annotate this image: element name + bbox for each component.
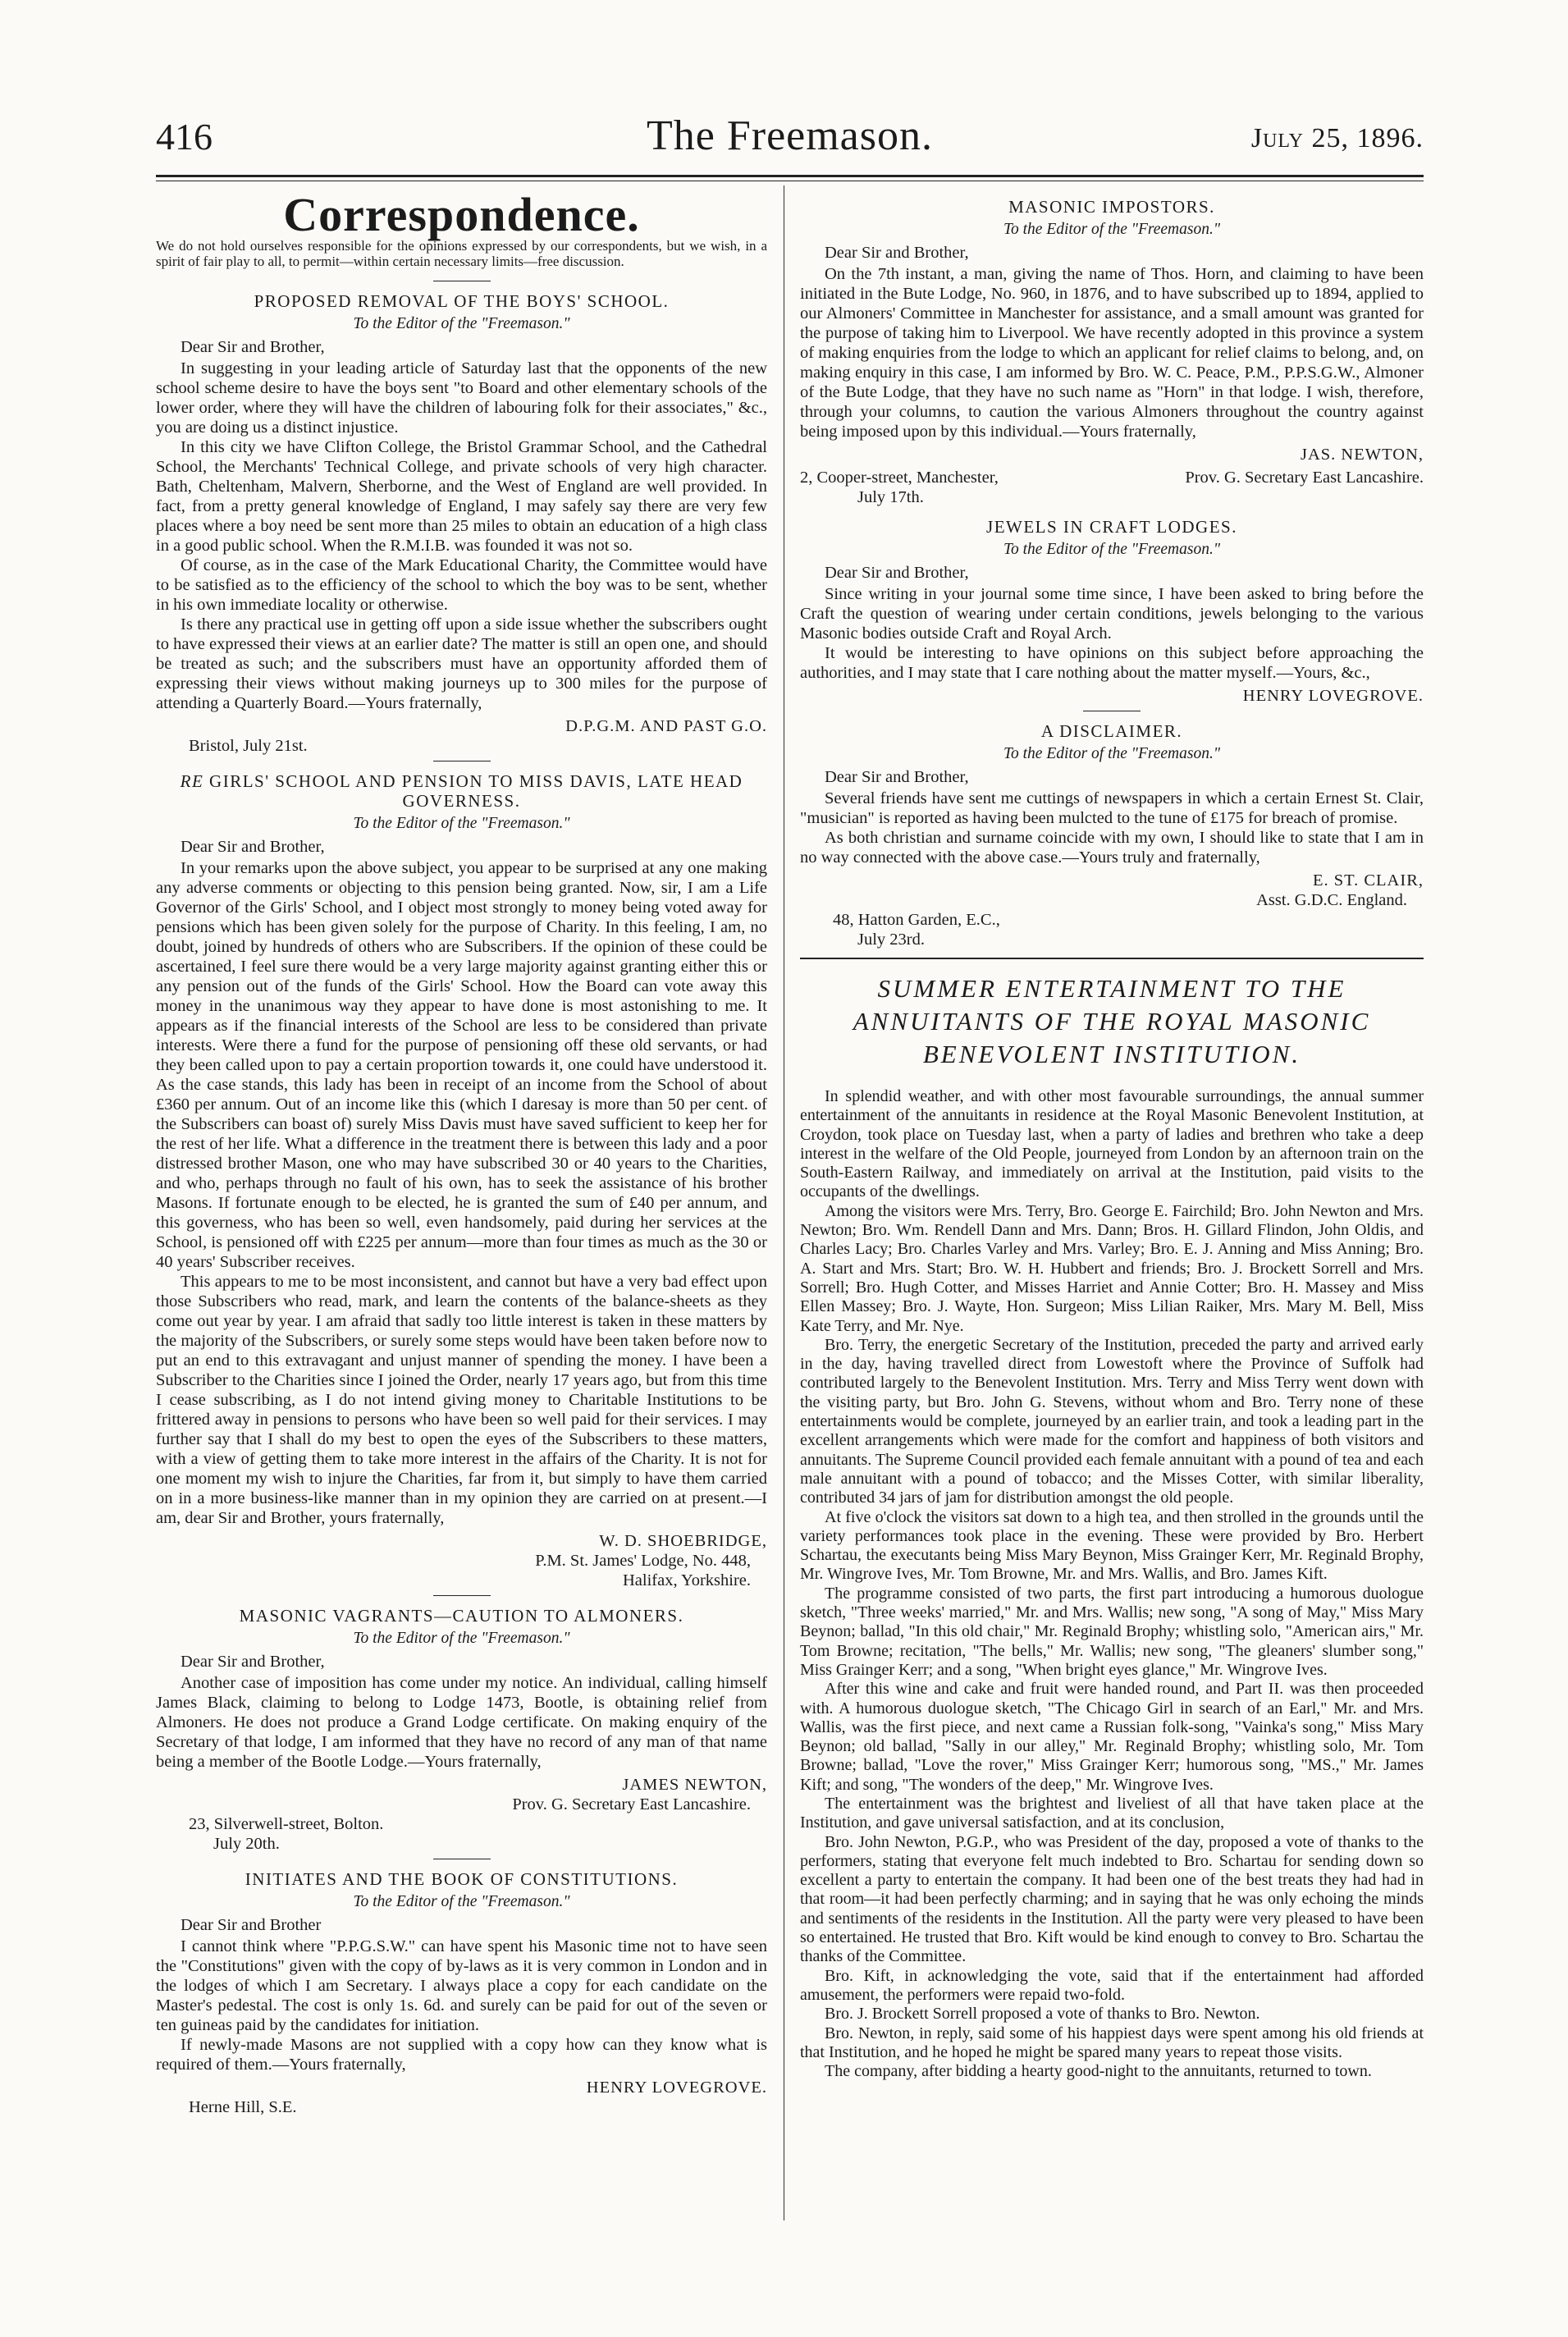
paragraph: Another case of imposition has come under my notice. An individual, calling himself James Black, claiming to belong to Lodge 1473, Bootle, is obtaining relief from Almoners. He does not produce a Grand Lodge certificate. On making enquiry of the Secretary of that lodge, I am informed that they have no record of any man of that name being a member of the Bootle Lodge.—Yours fraternally, [156, 1674, 767, 1771]
paragraph: Bro. Terry, the energetic Secretary of the Institution, preceded the party and arrived early in the day, having travelled direct from Lowestoft where the Province of Suffolk had contributed largely to the Benevolent Institution. Mrs. Terry and Miss Terry went down with the visiting party, but Bro. John G. Stevens, without whom and Bro. Terry none of these entertainments would be complete, journeyed by an earlier train, and took a leading part in the excellent arrangements which were made for the comfort and happiness of both visitors and annuitants. The Supreme Council provided each female annuitant with a pound of tea and each male annuitant with a pound of tobacco; and the Misses Cotter, with similar liberality, contributed 34 jars of jam for distribution amongst the old people. [800, 1335, 1424, 1507]
signature: JAMES NEWTON, [622, 1776, 767, 1794]
letter-disclaimer [800, 721, 1424, 949]
paragraph: Of course, as in the case of the Mark Educational Charity, the Committee would have to be satisfied as to the efficiency of the school to which the boy was to be sent, whether in his own immediate locality or otherwise. [156, 556, 767, 614]
paragraph: If newly-made Masons are not supplied with a copy how can they know what is required of them.—Yours fraternally, [156, 2036, 767, 2074]
paragraph: Since writing in your journal some time since, I have been asked to bring before the Craft the question of wearing under certain conditions, jewels belonging to the various Masonic bodies outside Craft and Royal Arch. [800, 585, 1424, 643]
salutation: Dear Sir and Brother, [181, 1653, 325, 1671]
salutation: Dear Sir and Brother, [825, 768, 969, 786]
letter-date: July 20th. [213, 1835, 280, 1853]
address: 2, Cooper-street, Manchester, [800, 469, 999, 487]
signature-title: Prov. G. Secretary East Lancashire. [1185, 469, 1424, 487]
to-editor-line: To the Editor of the "Freemason." [353, 1630, 570, 1647]
letter-initiates-constitutions [156, 1869, 767, 2117]
section-rule [800, 958, 1424, 959]
salutation: Dear Sir and Brother, [825, 564, 969, 582]
paragraph: This appears to me to be most inconsistent, and cannot but have a very bad effect upon those Subscribers who read, mark, and learn the contents of the balance-sheets as they come out year by year. I am afraid that sadly too little interest is taken in these matters by the majority of the Subscribers, or surely some steps would have been taken before now to put an end to this extravagant and unjust manner of spending the money. I have been a Subscriber to the Charities since I joined the Order, nearly 17 years ago, but from this time I cease subscribing, as I do not intend giving money to Charitable Institutions to be frittered away in pensions to persons who have been so well paid for their services. I may further say that I shall do my best to open the eyes of the Subscribers to these matters, with a view of getting them to take more interest in the affairs of the Charity. It is not for one moment my wish to injure the Charities, far from it, but simply to have them carried on in a more business-like manner than in my opinion they are carried on at present.—I am, dear Sir and Brother, yours fraternally, [156, 1273, 767, 1527]
masthead-rule [156, 175, 1424, 177]
letter-jewels-craft-lodges [800, 517, 1424, 711]
signature-place: Halifax, Yorkshire. [622, 1571, 751, 1589]
letter-heading: A DISCLAIMER. [1040, 721, 1183, 741]
article-summer-entertainment [800, 972, 1424, 2081]
paragraph: Bro. Newton, in reply, said some of his happiest days were spent among his old friends at that Institution, and he hoped he might be spared many years to repeat those visits. [800, 2024, 1424, 2061]
letter-heading: MASONIC IMPOSTORS. [1008, 197, 1215, 217]
to-editor-line: To the Editor of the "Freemason." [1003, 221, 1221, 238]
paragraph: It would be interesting to have opinions on this subject before approaching the authorities, and I may state that I care nothing about the matter myself.—Yours, &c., [800, 644, 1424, 682]
signature: HENRY LOVEGROVE. [586, 2079, 767, 2097]
place-date: Bristol, July 21st. [189, 737, 308, 755]
to-editor-line: To the Editor of the "Freemason." [353, 1893, 570, 1910]
letter-boys-school [156, 291, 767, 761]
paragraph: In this city we have Clifton College, the Bristol Grammar School, and the Cathedral School, the Merchants' Technical College, and private schools of very high character. Bath, Cheltenham, Malvern, Sherborne, and the West of England are well provided. In fact, from a pretty general knowledge of England, I may safely say there are very few places where a boy need be sent more than 25 miles to obtain an education of a high class in a good public school. When the R.M.I.B. was founded it was not so. [156, 438, 767, 555]
letter-date: July 23rd. [857, 931, 925, 949]
paragraph: On the 7th instant, a man, giving the name of Thos. Horn, and claiming to have been initiated in the Bute Lodge, No. 960, in 1876, and to have subscribed up to 1894, applied to our Almoners' Committee in Manchester for assistance, and a small amount was granted for the purpose of taking him to Liverpool. We have recently adopted in this province a system of making enquiries from the lodge to which an applicant for relief claims to belong, and, on making enquiry in this case, I am informed by Bro. W. C. Peace, P.M., P.P.S.G.W., Almoner of the Bute Lodge, that they have no such name as "Horn" in that lodge. I wish, therefore, through your columns, to caution the various Almoners throughout the country against being imposed upon by this individual.—Yours fraternally, [800, 265, 1424, 441]
letter-heading: MASONIC VAGRANTS—CAUTION TO ALMONERS. [239, 1606, 684, 1626]
salutation: Dear Sir and Brother, [181, 338, 325, 356]
salutation: Dear Sir and Brother, [825, 244, 969, 262]
salutation: Dear Sir and Brother [181, 1916, 322, 1934]
letter-date: July 17th. [857, 488, 924, 506]
signature-title: Prov. G. Secretary East Lancashire. [512, 1795, 751, 1813]
letter-masonic-impostors [800, 197, 1424, 507]
paragraph: At five o'clock the visitors sat down to a high tea, and then strolled in the grounds until the variety performances took place in the evening. These were provided by Bro. Herbert Schartau, the executants being Miss Mary Beynon, Miss Grainger Kerr, Mr. Reginald Brophy, Mr. Wingrove Ives, Mr. Tom Browne, Mr. and Mrs. Wallis, and Bro. James Kift. [800, 1507, 1424, 1584]
address-line [800, 468, 1424, 487]
paragraph: Bro. John Newton, P.G.P., who was President of the day, proposed a vote of thanks to the performers, stating that everyone felt much indebted to Bro. Schartau for sending down so excellent a party to entertain the company. It had been one of the best treats they had had in that room—it had been perfectly charming; and in saying that he was only echoing the minds and sentiments of the residents in the Institution. All the party were very pleased to have been so entertained. He trusted that Bro. Kift would be kind enough to convey to Bro. Schartau the thanks of the Committee. [800, 1832, 1424, 1966]
paragraph: In suggesting in your leading article of Saturday last that the opponents of the new school scheme desire to have the boys sent "to Board and other elementary schools of the lower order, where they will have the children of labouring folk for their associates," &c., you are doing us a distinct injustice. [156, 359, 767, 437]
signature-title: Asst. G.D.C. England. [1256, 891, 1407, 909]
letter-heading: PROPOSED REMOVAL OF THE BOYS' SCHOOL. [254, 291, 670, 311]
paragraph: In splendid weather, and with other most favourable surroundings, the annual summer entertainment of the annuitants in residence at the Royal Masonic Benevolent Institution, at Croydon, took place on Tuesday last, when a party of ladies and brethren who take a deep interest in the welfare of the Old People, journeyed from London by an afternoon train on the South-Eastern Railway, and immediately on arrival at the Institution, paid visits to the occupants of the dwellings. [800, 1087, 1424, 1201]
paragraph: The programme consisted of two parts, the first part introducing a humorous duologue sketch, "Three weeks' married," Mr. and Mrs. Wallis; new song, "A song of May," Miss Mary Beynon; ballad, "In this old chair," Mr. Reginald Brophy; whistling solo, "American airs," Mr. Tom Browne; recitation, "The bells," Mr. Wallis; new song, "The gleaners' slumber song," Miss Grainger Kerr; and a song, "When bright eyes glance," Mr. Wingrove Ives. [800, 1584, 1424, 1679]
heading-text: GIRLS' SCHOOL AND PENSION TO MISS DAVIS, LATE HEAD GOVERNESS. [209, 771, 743, 811]
paragraph: Bro. Kift, in acknowledging the vote, said that if the entertainment had afforded amusement, the performers were repaid two-fold. [800, 1966, 1424, 2004]
paragraph: I cannot think where "P.P.G.S.W." can have spent his Masonic time not to have seen the "Constitutions" given with the copy of by-laws as it is very common in London and in the lodges of which I am Secretary. I always place a copy for each candidate on the Master's pedestal. The cost is only 1s. 6d. and surely can be paid for out of the seven or ten guineas paid by the candidates for initiation. [156, 1937, 767, 2034]
address: 48, Hatton Garden, E.C., [833, 911, 1000, 929]
paragraph: Bro. J. Brockett Sorrell proposed a vote of thanks to Bro. Newton. [825, 2005, 1260, 2024]
paragraph: After this wine and cake and fruit were handed round, and Part II. was then proceeded with. A humorous duologue sketch, "The Chicago Girl in search of an Earl," Mr. and Mrs. Wallis, was the first piece, and next came a Russian folk-song, "Vainka's song," Miss Mary Beynon; old ballad, "Sally in our alley," Mr. Reginald Brophy; whistling solo, Mr. Tom Browne; ballad, "Love the rover," Miss Grainger Kerr; humorous song, "MS.," Mr. James Kift; and song, "The wonders of the deep," Mr. Wingrove Ives. [800, 1680, 1424, 1794]
signature: D.P.G.M. AND PAST G.O. [565, 717, 767, 735]
address: 23, Silverwell-street, Bolton. [189, 1815, 384, 1833]
paragraph: Several friends have sent me cuttings of newspapers in which a certain Ernest St. Clair, "musician" is reported as having been mulcted to the tune of £175 for breach of promise. [800, 789, 1424, 827]
paragraph: Is there any practical use in getting off upon a side issue whether the subscribers ought to have expressed their views at an earlier date? The matter is still an open one, and should be treated as such; and the subscribers must have an opportunity afforded them of expressing their views without making journeys up to 300 miles for the purpose of attending a Quarterly Board.—Yours fraternally, [156, 615, 767, 712]
paragraph: In your remarks upon the above subject, you appear to be surprised at any one making any adverse comments or objecting to this pension being granted. Now, sir, I am a Life Governor of the Girls' School, and I object most strongly to money being voted away for pensions which has been given solely for the purpose of Charity. In this feeling, I am, no doubt, joined by hundreds of others who are Subscribers. If the opinion of these could be ascertained, I feel sure there would be a very large majority against granting either this or any pension out of the funds of the Girls' School. How the Board can vote away this money in the unanimous way they appear to have done is most astonishing to me. It appears as if the financial interests of the School are less to be considered than private interests. Were there a fund for the purpose of pensioning off these old servants, or had they been called upon to pay a certain proportion towards it, one could have understood it. As the case stands, this lady has been in receipt of an income from the School of about £360 per annum. Out of an income like this (which I daresay is more than 50 per cent. of the Subscribers can boast of) surely Miss Davis must have saved sufficient to keep her for the rest of her life. What a difference in the treatment there is between this lady and a poor distressed brother Mason, one who may have subscribed 30 or 40 years to the Charities, and who, perhaps through no fault of his own, has to seek the assistance of his brother Masons. If fortunate enough to be elected, he is granted the sum of £40 per annum, and this governess, who has been so well, even handsomely, paid during her services at the School, is pensioned off with £225 per annum—more than four times as much as the 30 or 40 years' Subscriber receives. [156, 859, 767, 1271]
paragraph: As both christian and surname coincide with my own, I should like to state that I am in no way connected with the above case.—Yours truly and fraternally, [800, 829, 1424, 867]
signature: E. ST. CLAIR, [1312, 871, 1424, 890]
signature: W. D. SHOEBRIDGE, [599, 1532, 767, 1550]
to-editor-line: To the Editor of the "Freemason." [1003, 541, 1221, 558]
to-editor-line: To the Editor of the "Freemason." [1003, 745, 1221, 762]
article-heading: SUMMER ENTERTAINMENT TO THE ANNUITANTS OF THE ROYAL MASONIC BENEVOLENT INSTITUTION. [853, 974, 1371, 1068]
letter-heading [156, 771, 767, 811]
place: Herne Hill, S.E. [189, 2098, 297, 2116]
signature: HENRY LOVEGROVE. [1242, 687, 1424, 705]
right-column [800, 187, 1424, 2081]
divider [433, 1595, 491, 1596]
paragraph: Among the visitors were Mrs. Terry, Bro. George E. Fairchild; Bro. John Newton and Mrs. Newton; Bro. Wm. Rendell Dann and Mrs. Dann; Bros. H. Gillard Flindon, John Oldis, and Charles Lacy; Bro. Charles Varley and Mrs. Varley; Bro. E. J. Anning and Miss Anning; Bro. A. Start and Mrs. Start; Bro. W. H. Hubbert and friends; Bro. J. Brockett Sorrell and Mrs. Sorrell; Bro. Hugh Cotter, and Misses Harriet and Annie Cotter; Bro. H. Massey and Miss Ellen Massey; Bro. J. Wayte, Hon. Surgeon; Miss Lilian Raiker, Mrs. Mary M. Bell, Miss Kate Terry, and Mr. Nye. [800, 1201, 1424, 1335]
signature: JAS. NEWTON, [1301, 446, 1424, 464]
letter-masonic-vagrants [156, 1606, 767, 1859]
issue-date: July 25, 1896. [1250, 123, 1424, 153]
left-column [156, 187, 767, 2117]
page-number: 416 [156, 116, 213, 158]
letter-heading: JEWELS IN CRAFT LODGES. [986, 517, 1237, 537]
salutation: Dear Sir and Brother, [181, 838, 325, 856]
to-editor-line: To the Editor of the "Freemason." [353, 315, 570, 332]
letter-heading: INITIATES AND THE BOOK OF CONSTITUTIONS. [245, 1869, 679, 1889]
heading-re: RE [180, 771, 204, 791]
section-title: Correspondence. [283, 188, 640, 241]
letter-girls-school [156, 771, 767, 1596]
signature-lodge: P.M. St. James' Lodge, No. 448, [535, 1552, 751, 1570]
paragraph: The company, after bidding a hearty good-night to the annuitants, returned to town. [825, 2062, 1372, 2081]
to-editor-line: To the Editor of the "Freemason." [353, 815, 570, 832]
paragraph: The entertainment was the brightest and liveliest of all that have taken place at the Institution, and gave universal satisfaction, and at its conclusion, [800, 1794, 1424, 1832]
masthead [156, 112, 1424, 172]
editorial-disclaimer: We do not hold ourselves responsible for the opinions expressed by our correspondents, but we wish, in a spirit of fair play to all, to permit—within certain necessary limits—free discussion. [156, 238, 767, 269]
newspaper-title: The Freemason. [646, 112, 933, 159]
